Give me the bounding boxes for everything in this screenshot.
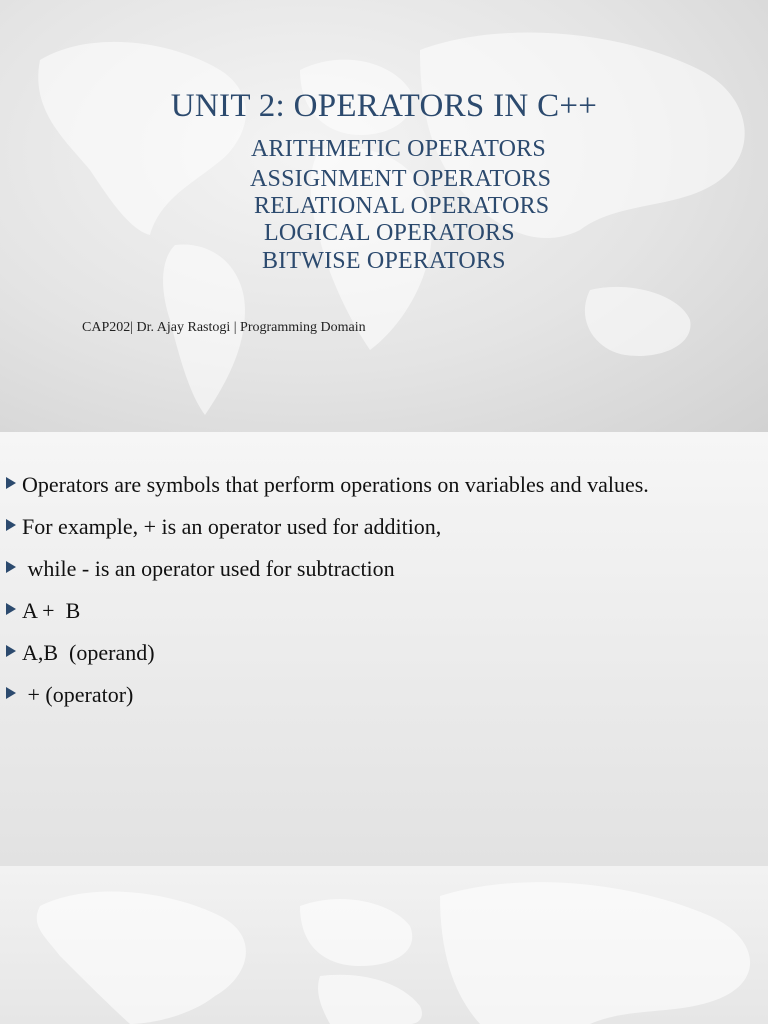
bullet-text: A + B <box>22 598 81 623</box>
arrow-bullet-icon <box>6 603 16 615</box>
arrow-bullet-icon <box>6 645 16 657</box>
topic-relational: RELATIONAL OPERATORS <box>254 193 550 219</box>
topic-bitwise: BITWISE OPERATORS <box>262 248 506 274</box>
list-item <box>6 682 649 724</box>
list-item <box>6 472 649 514</box>
world-map-background <box>0 866 768 1024</box>
title-slide <box>0 0 768 432</box>
topic-logical: LOGICAL OPERATORS <box>264 220 515 246</box>
page-title: UNIT 2: OPERATORS IN C++ <box>170 88 598 124</box>
list-item <box>6 598 649 640</box>
arrow-bullet-icon <box>6 477 16 489</box>
arrow-bullet-icon <box>6 519 16 531</box>
list-item <box>6 640 649 682</box>
bullet-text: + (operator) <box>22 682 134 707</box>
bullet-text: A,B (operand) <box>22 640 155 665</box>
bullet-text: Operators are symbols that perform operations on variables and values. <box>22 472 649 497</box>
bullet-text: For example, + is an operator used for addition, <box>22 514 442 539</box>
topic-arithmetic: ARITHMETIC OPERATORS <box>251 136 546 162</box>
slide-footer: CAP202| Dr. Ajay Rastogi | Programming Domain <box>82 320 366 335</box>
next-slide-preview <box>0 866 768 1024</box>
bullet-text: while - is an operator used for subtraction <box>22 556 395 581</box>
list-item <box>6 556 649 598</box>
topic-assignment: ASSIGNMENT OPERATORS <box>250 166 552 192</box>
list-item <box>6 514 649 556</box>
bullet-list <box>6 472 649 724</box>
arrow-bullet-icon <box>6 561 16 573</box>
arrow-bullet-icon <box>6 687 16 699</box>
